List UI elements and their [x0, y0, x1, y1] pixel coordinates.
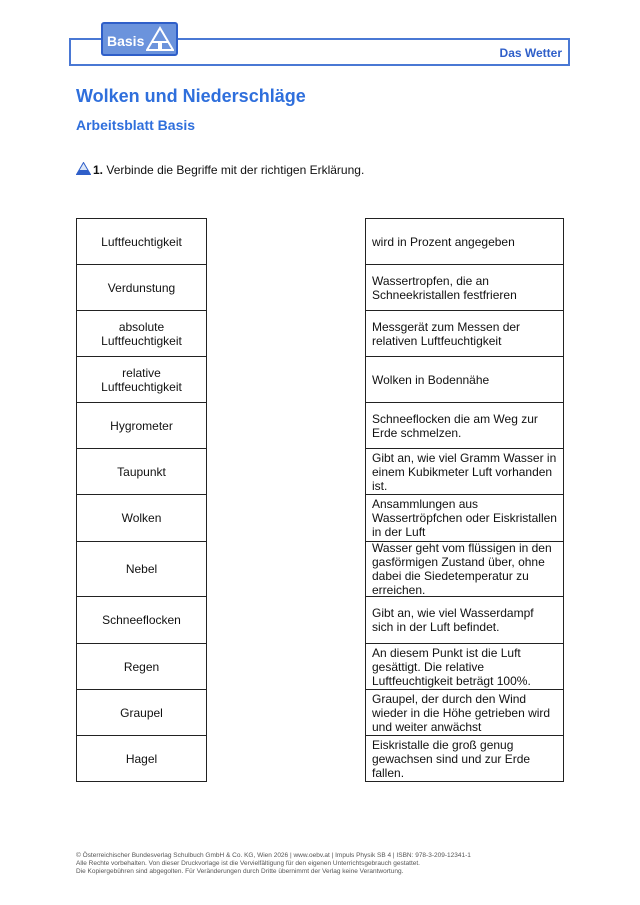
explanation-box[interactable]: Ansammlungen aus Wassertröpfchen oder Eiskristallen in der Luft: [365, 494, 564, 542]
topic-label: Das Wetter: [499, 46, 562, 60]
footer-line: Die Kopiergebühren sind abgegolten. Für Veränderungen durch Dritte übernimmt der Verlag keine Verantwortung.: [76, 868, 404, 875]
footer-line: © Österreichischer Bundesverlag Schulbuch GmbH & Co. KG, Wien 2026 | www.oebv.at | Impuls Physik SB 4 | ISBN: 978-3-209-12341-1: [76, 852, 471, 859]
footer-copyright: [76, 852, 471, 876]
difficulty-level-icon: [76, 162, 91, 175]
explanation-box[interactable]: Wasser geht vom flüssigen in den gasförmigen Zustand über, ohne dabei die Siedetemperatur zu erreichen.: [365, 541, 564, 597]
page-title: Wolken und Niederschläge: [76, 86, 306, 106]
page-subtitle: Arbeitsblatt Basis: [76, 117, 196, 133]
explanation-box[interactable]: Gibt an, wie viel Gramm Wasser in einem Kubikmeter Luft vorhanden ist.: [365, 448, 564, 495]
term-box[interactable]: Wolken: [76, 494, 207, 542]
triangle-level-icon: [146, 26, 174, 52]
explanation-box[interactable]: Schneeflocken die am Weg zur Erde schmelzen.: [365, 402, 564, 449]
explanation-box[interactable]: Gibt an, wie viel Wasserdampf sich in der Luft befindet.: [365, 596, 564, 644]
explanation-box[interactable]: Wassertropfen, die an Schneekristallen festfrieren: [365, 264, 564, 311]
term-box[interactable]: Nebel: [76, 541, 207, 597]
term-box[interactable]: Hygrometer: [76, 402, 207, 449]
explanation-box[interactable]: Wolken in Bodennähe: [365, 356, 564, 403]
task-number: 1.: [93, 163, 104, 177]
explanation-box[interactable]: An diesem Punkt ist die Luft gesättigt. Die relative Luftfeuchtigkeit beträgt 100%.: [365, 643, 564, 690]
term-box[interactable]: Regen: [76, 643, 207, 690]
term-box[interactable]: Luftfeuchtigkeit: [76, 218, 207, 265]
explanation-box[interactable]: wird in Prozent angegeben: [365, 218, 564, 265]
basis-logo: [101, 22, 178, 56]
explanation-box[interactable]: Graupel, der durch den Wind wieder in die Höhe getrieben wird und weiter anwächst: [365, 689, 564, 736]
explanation-box[interactable]: Messgerät zum Messen der relativen Luftfeuchtigkeit: [365, 310, 564, 357]
term-box[interactable]: Graupel: [76, 689, 207, 736]
term-box[interactable]: Hagel: [76, 735, 207, 782]
explanation-box[interactable]: Eiskristalle die groß genug gewachsen sind und zur Erde fallen.: [365, 735, 564, 782]
footer-line: Alle Rechte vorbehalten. Von dieser Druckvorlage ist die Vervielfältigung für den eigenen Unterrichtsgebrauch gestattet.: [76, 860, 420, 867]
task-text: Verbinde die Begriffe mit der richtigen Erklärung.: [106, 163, 365, 177]
term-box[interactable]: absolute Luftfeuchtigkeit: [76, 310, 207, 357]
term-box[interactable]: relative Luftfeuchtigkeit: [76, 356, 207, 403]
term-box[interactable]: Taupunkt: [76, 448, 207, 495]
term-box[interactable]: Verdunstung: [76, 264, 207, 311]
logo-text: Basis: [107, 33, 145, 49]
term-box[interactable]: Schneeflocken: [76, 596, 207, 644]
